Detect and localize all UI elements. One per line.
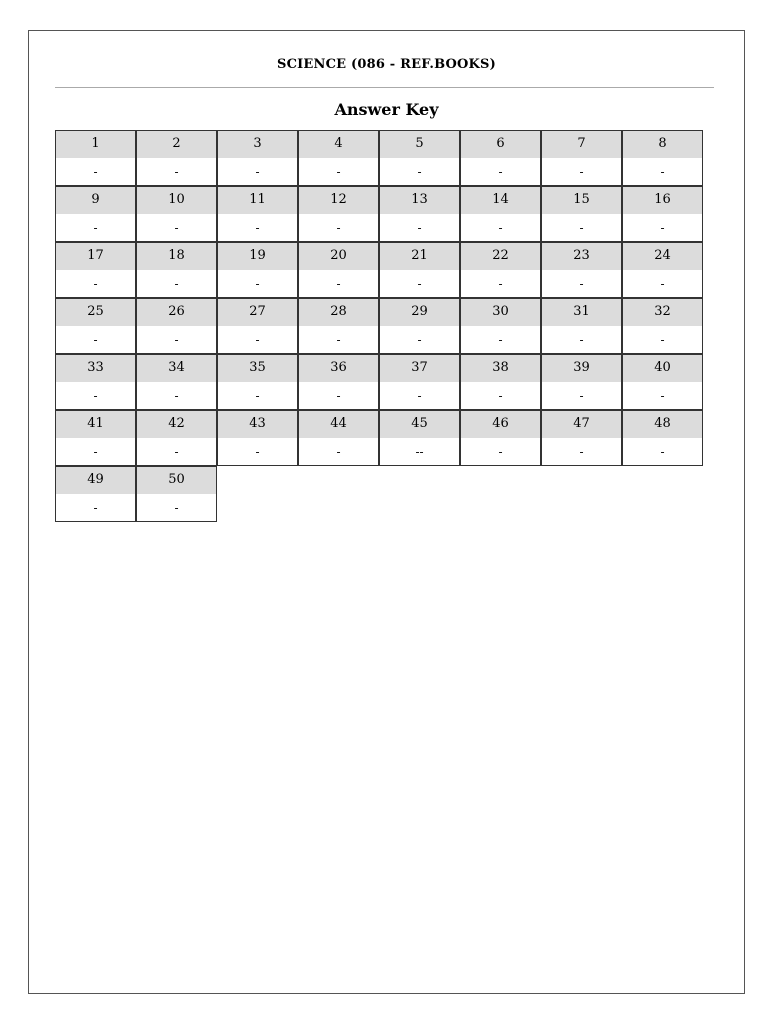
answer-cell (379, 410, 460, 466)
answer-cell (379, 242, 460, 298)
question-number: 31 (542, 299, 621, 326)
question-number: 47 (542, 411, 621, 438)
question-number: 26 (137, 299, 216, 326)
answer-cell (460, 410, 541, 466)
answer-key-heading: Answer Key (334, 100, 439, 119)
question-number: 41 (56, 411, 135, 438)
answer-cell (55, 130, 136, 186)
answer-cell (541, 242, 622, 298)
answer-value: - (255, 389, 260, 403)
question-number: 9 (56, 187, 135, 214)
answer-value: - (579, 165, 584, 179)
question-number: 22 (461, 243, 540, 270)
answer-value: - (93, 277, 98, 291)
answer-cell (541, 354, 622, 410)
answer-value: - (498, 277, 503, 291)
question-number: 49 (56, 467, 135, 494)
answer-value: - (174, 165, 179, 179)
question-number: 6 (461, 131, 540, 158)
answer-cell (217, 242, 298, 298)
question-number: 10 (137, 187, 216, 214)
answer-cell (460, 242, 541, 298)
answer-cell (217, 130, 298, 186)
answer-cell (298, 410, 379, 466)
answer-cell (217, 354, 298, 410)
question-number: 37 (380, 355, 459, 382)
question-number: 30 (461, 299, 540, 326)
question-number: 45 (380, 411, 459, 438)
answer-value: - (417, 221, 422, 235)
answer-cell (622, 242, 703, 298)
question-number: 50 (137, 467, 216, 494)
answer-value: - (336, 277, 341, 291)
answer-cell (298, 298, 379, 354)
question-number: 39 (542, 355, 621, 382)
answer-value: - (174, 445, 179, 459)
answer-value: - (660, 333, 665, 347)
answer-value: - (93, 221, 98, 235)
answer-cell (136, 298, 217, 354)
answer-value: - (255, 445, 260, 459)
answer-cell (136, 354, 217, 410)
document-title: SCIENCE (086 - REF.BOOKS) (277, 57, 496, 72)
answer-value: - (93, 333, 98, 347)
answer-cell (55, 242, 136, 298)
answer-cell (55, 186, 136, 242)
answer-value: - (579, 277, 584, 291)
question-number: 44 (299, 411, 378, 438)
question-number: 29 (380, 299, 459, 326)
answer-value: -- (415, 445, 424, 459)
question-number: 13 (380, 187, 459, 214)
question-number: 48 (623, 411, 702, 438)
answer-value: - (174, 221, 179, 235)
answer-cell (379, 130, 460, 186)
answer-value: - (417, 165, 422, 179)
question-number: 8 (623, 131, 702, 158)
answer-value: - (579, 221, 584, 235)
answer-cell (622, 186, 703, 242)
answer-cell (298, 186, 379, 242)
question-number: 11 (218, 187, 297, 214)
answer-cell (622, 354, 703, 410)
answer-cell (136, 186, 217, 242)
answer-cell (217, 186, 298, 242)
question-number: 21 (380, 243, 459, 270)
answer-value: - (579, 389, 584, 403)
answer-value: - (336, 221, 341, 235)
answer-value: - (579, 333, 584, 347)
answer-cell (298, 242, 379, 298)
question-number: 15 (542, 187, 621, 214)
question-number: 1 (56, 131, 135, 158)
question-number: 16 (623, 187, 702, 214)
answer-cell (460, 186, 541, 242)
question-number: 33 (56, 355, 135, 382)
question-number: 25 (56, 299, 135, 326)
answer-cell (55, 298, 136, 354)
question-number: 19 (218, 243, 297, 270)
answer-value: - (498, 445, 503, 459)
answer-cell (298, 354, 379, 410)
answer-cell (541, 298, 622, 354)
answer-value: - (174, 389, 179, 403)
answer-cell (460, 354, 541, 410)
answer-value: - (660, 389, 665, 403)
answer-cell (622, 130, 703, 186)
question-number: 20 (299, 243, 378, 270)
question-number: 40 (623, 355, 702, 382)
answer-value: - (417, 389, 422, 403)
answer-cell (379, 354, 460, 410)
answer-cell (622, 298, 703, 354)
question-number: 14 (461, 187, 540, 214)
document-page (28, 30, 745, 994)
question-number: 32 (623, 299, 702, 326)
question-number: 12 (299, 187, 378, 214)
answer-value: - (336, 445, 341, 459)
answer-value: - (174, 333, 179, 347)
question-number: 2 (137, 131, 216, 158)
answer-cell (541, 410, 622, 466)
question-number: 18 (137, 243, 216, 270)
question-number: 34 (137, 355, 216, 382)
answer-cell (298, 130, 379, 186)
answer-value: - (93, 445, 98, 459)
answer-value: - (660, 221, 665, 235)
answer-cell (622, 410, 703, 466)
answer-cell (460, 298, 541, 354)
answer-value: - (93, 389, 98, 403)
answer-value: - (579, 445, 584, 459)
answer-cell (55, 354, 136, 410)
answer-cell (55, 410, 136, 466)
answer-value: - (660, 165, 665, 179)
question-number: 46 (461, 411, 540, 438)
answer-cell (136, 242, 217, 298)
question-number: 27 (218, 299, 297, 326)
answer-value: - (93, 165, 98, 179)
answer-cell (541, 186, 622, 242)
question-number: 4 (299, 131, 378, 158)
answer-value: - (255, 277, 260, 291)
question-number: 5 (380, 131, 459, 158)
answer-value: - (498, 389, 503, 403)
answer-value: - (255, 221, 260, 235)
question-number: 24 (623, 243, 702, 270)
answer-cell (379, 298, 460, 354)
question-number: 35 (218, 355, 297, 382)
question-number: 7 (542, 131, 621, 158)
answer-value: - (93, 501, 98, 515)
answer-value: - (255, 333, 260, 347)
question-number: 42 (137, 411, 216, 438)
answer-cell (217, 410, 298, 466)
answer-value: - (660, 277, 665, 291)
question-number: 28 (299, 299, 378, 326)
answer-cell (136, 410, 217, 466)
answer-value: - (336, 165, 341, 179)
answer-value: - (660, 445, 665, 459)
answer-value: - (498, 333, 503, 347)
answer-cell (136, 130, 217, 186)
answer-cell (55, 466, 136, 522)
answer-cell (136, 466, 217, 522)
answer-value: - (498, 165, 503, 179)
question-number: 43 (218, 411, 297, 438)
answer-value: - (174, 501, 179, 515)
question-number: 36 (299, 355, 378, 382)
question-number: 17 (56, 243, 135, 270)
answer-cell (460, 130, 541, 186)
answer-cell (541, 130, 622, 186)
answer-value: - (417, 277, 422, 291)
question-number: 3 (218, 131, 297, 158)
question-number: 23 (542, 243, 621, 270)
question-number: 38 (461, 355, 540, 382)
answer-value: - (336, 333, 341, 347)
answer-value: - (174, 277, 179, 291)
answer-value: - (336, 389, 341, 403)
answer-value: - (255, 165, 260, 179)
answer-cell (217, 298, 298, 354)
title-divider (55, 87, 714, 88)
answer-value: - (417, 333, 422, 347)
answer-value: - (498, 221, 503, 235)
answer-cell (379, 186, 460, 242)
